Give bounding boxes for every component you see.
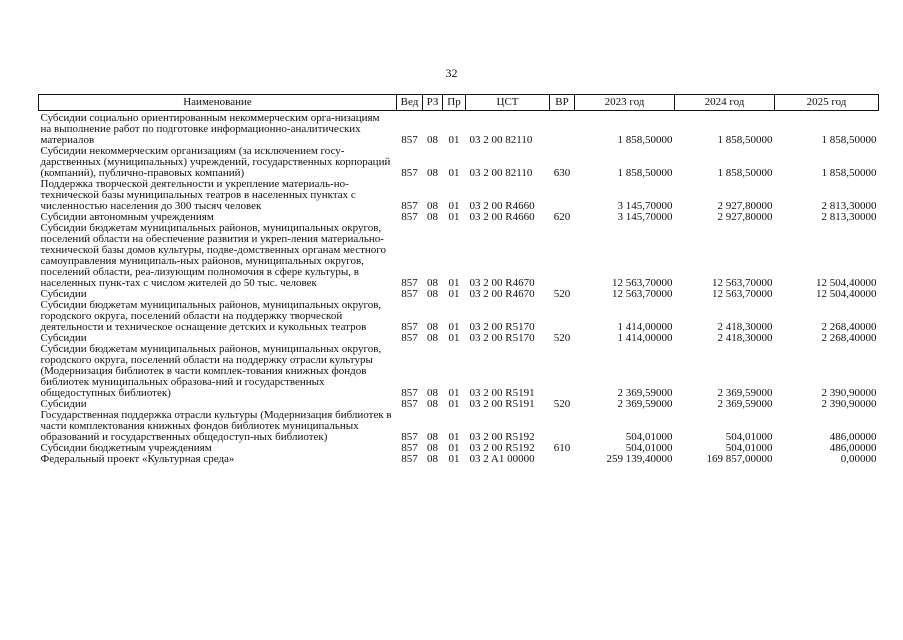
row-cst: 03 2 00 82110: [469, 167, 533, 179]
row-cst: 03 2 00 R4660: [469, 211, 535, 223]
row-name: Субсидии бюджетам муниципальных районов, муниципальных округов, городского округа, поселений области на поддержку отрасли культуры (Модернизация библиотек в части комплек-тования книжных фондов библиотек муниципальных образова-ний и государственных общедоступных библиотек): [40, 343, 382, 399]
row-pr: 01: [448, 398, 460, 410]
row-name: Субсидии социально ориентированным некоммерческим орга-низациям на выполнение работ по подготовке информационно-аналитических материалов: [40, 112, 380, 146]
row-2024: 12 563,70000: [712, 288, 773, 300]
table-row: [39, 454, 879, 465]
table-row: [39, 111, 879, 147]
row-cst: 03 2 00 R4660: [469, 200, 535, 212]
row-2023: 1 414,00000: [617, 332, 673, 344]
row-cst: 03 2 00 R5191: [469, 398, 535, 410]
row-2025: 2 390,90000: [821, 398, 877, 410]
row-cst: 03 2 00 R5192: [469, 442, 535, 454]
table-row: [39, 223, 879, 289]
row-rz: 08: [427, 288, 438, 300]
col-header-2024: 2024 год: [675, 95, 775, 111]
row-cst: 03 2 00 R5191: [469, 387, 535, 399]
page-number: 32: [445, 66, 458, 80]
row-vr: [550, 344, 575, 399]
row-pr: 01: [448, 200, 460, 212]
col-header-rz: РЗ: [423, 95, 443, 111]
row-rz: 08: [427, 387, 438, 399]
row-pr: 01: [448, 453, 460, 465]
row-2025: 1 858,50000: [821, 167, 877, 179]
row-pr: 01: [448, 442, 460, 454]
row-ved: 857: [401, 387, 418, 399]
row-2025: 12 504,40000: [816, 277, 877, 289]
row-ved: 857: [401, 453, 418, 465]
row-ved: 857: [401, 332, 418, 344]
row-2023: 2 369,59000: [617, 387, 673, 399]
col-header-pr: Пр: [443, 95, 466, 111]
row-vr: 520: [553, 398, 571, 410]
row-2023: 504,01000: [625, 442, 673, 454]
row-vr: 520: [553, 288, 571, 300]
table-header-row: [39, 95, 879, 111]
col-header-cst: ЦСТ: [466, 95, 550, 111]
row-pr: 01: [448, 134, 460, 146]
row-2024: 2 369,59000: [717, 387, 773, 399]
row-name: Государственная поддержка отрасли культуры (Модернизация библиотек в части комплектования книжных фондов библиотек муниципальных образований и государственных общедоступ-ных библиотек): [40, 409, 392, 443]
row-name: Субсидии бюджетам муниципальных районов, муниципальных округов, городского округа, поселений области на поддержку творческой деятельности и техническое оснащение детских и кукольных театров: [40, 299, 382, 333]
row-pr: 01: [448, 167, 460, 179]
row-2023: 2 369,59000: [617, 398, 673, 410]
row-vr: [550, 454, 575, 465]
row-ved: 857: [401, 431, 418, 443]
row-2025: 486,00000: [829, 431, 877, 443]
row-ved: 857: [401, 277, 418, 289]
row-2025: 0,00000: [840, 453, 877, 465]
row-2023: 12 563,70000: [612, 277, 673, 289]
row-2025: 12 504,40000: [816, 288, 877, 300]
row-2024: 2 418,30000: [717, 332, 773, 344]
row-ved: 857: [401, 288, 418, 300]
row-2025: 486,00000: [829, 442, 877, 454]
row-name: Поддержка творческой деятельности и укрепление материаль-но-технической базы муниципальных театров в населенных пунктах с численностью населения до 300 тысяч человек: [40, 178, 356, 212]
row-2024: 2 927,80000: [717, 211, 773, 223]
row-2025: 2 268,40000: [821, 321, 877, 333]
row-vr: 610: [553, 442, 571, 454]
row-2025: 2 268,40000: [821, 332, 877, 344]
row-vr: [550, 410, 575, 443]
row-rz: 08: [427, 442, 438, 454]
row-rz: 08: [427, 453, 438, 465]
row-2023: 3 145,70000: [617, 211, 673, 223]
row-vr: 520: [553, 332, 571, 344]
table-row: [39, 300, 879, 333]
col-header-2023: 2023 год: [575, 95, 675, 111]
row-2024: 2 369,59000: [717, 398, 773, 410]
row-pr: 01: [448, 277, 460, 289]
row-cst: 03 2 00 R5192: [469, 431, 535, 443]
row-pr: 01: [448, 332, 460, 344]
row-rz: 08: [427, 332, 438, 344]
row-rz: 08: [427, 211, 438, 223]
row-name: Субсидии: [40, 332, 87, 344]
row-ved: 857: [401, 211, 418, 223]
row-ved: 857: [401, 167, 418, 179]
row-name: Федеральный проект «Культурная среда»: [40, 453, 235, 465]
row-2024: 1 858,50000: [717, 134, 773, 146]
col-header-vr: ВР: [550, 95, 575, 111]
table-row: [39, 344, 879, 399]
col-header-2025: 2025 год: [775, 95, 879, 111]
row-rz: 08: [427, 321, 438, 333]
row-ved: 857: [401, 398, 418, 410]
row-2024: 169 857,00000: [706, 453, 773, 465]
row-name: Субсидии автономным учреждениям: [40, 211, 214, 223]
row-2025: 2 813,30000: [821, 211, 877, 223]
row-rz: 08: [427, 431, 438, 443]
row-rz: 08: [427, 200, 438, 212]
row-2023: 259 139,40000: [606, 453, 673, 465]
row-2025: 2 813,30000: [821, 200, 877, 212]
row-2023: 1 858,50000: [617, 167, 673, 179]
table-row: [39, 410, 879, 443]
row-2024: 1 858,50000: [717, 167, 773, 179]
row-vr: 620: [553, 211, 571, 223]
row-name: Субсидии некоммерческим организациям (за исключением госу-дарственных (муниципальных) учреждений, государственных корпораций (компаний), публично-правовых компаний): [40, 145, 391, 179]
row-2025: 1 858,50000: [821, 134, 877, 146]
row-2024: 504,01000: [725, 431, 773, 443]
row-rz: 08: [427, 167, 438, 179]
row-2023: 504,01000: [625, 431, 673, 443]
row-pr: 01: [448, 288, 460, 300]
row-2023: 1 858,50000: [617, 134, 673, 146]
row-cst: 03 2 00 R4670: [469, 288, 535, 300]
row-cst: 03 2 00 R4670: [469, 277, 535, 289]
table-row: [39, 179, 879, 212]
row-vr: [550, 111, 575, 147]
row-ved: 857: [401, 200, 418, 212]
row-2024: 2 927,80000: [717, 200, 773, 212]
row-pr: 01: [448, 431, 460, 443]
row-2024: 504,01000: [725, 442, 773, 454]
row-ved: 857: [401, 321, 418, 333]
budget-table: [38, 94, 879, 465]
row-ved: 857: [401, 134, 418, 146]
row-2023: 12 563,70000: [612, 288, 673, 300]
row-rz: 08: [427, 134, 438, 146]
row-ved: 857: [401, 442, 418, 454]
row-cst: 03 2 00 R5170: [469, 321, 535, 333]
row-name: Субсидии: [40, 288, 87, 300]
row-2023: 1 414,00000: [617, 321, 673, 333]
col-header-ved: Вед: [397, 95, 423, 111]
row-2025: 2 390,90000: [821, 387, 877, 399]
row-cst: 03 2 00 R5170: [469, 332, 535, 344]
row-2023: 3 145,70000: [617, 200, 673, 212]
row-name: Субсидии: [40, 398, 87, 410]
row-cst: 03 2 00 82110: [469, 134, 533, 146]
row-vr: 630: [553, 167, 571, 179]
row-pr: 01: [448, 211, 460, 223]
row-cst: 03 2 A1 00000: [469, 453, 535, 465]
row-2024: 2 418,30000: [717, 321, 773, 333]
row-pr: 01: [448, 321, 460, 333]
col-header-name: Наименование: [39, 95, 397, 111]
row-2024: 12 563,70000: [712, 277, 773, 289]
row-vr: [550, 179, 575, 212]
row-name: Субсидии бюджетным учреждениям: [40, 442, 212, 454]
row-vr: [550, 223, 575, 289]
row-rz: 08: [427, 398, 438, 410]
row-rz: 08: [427, 277, 438, 289]
row-vr: [550, 300, 575, 333]
row-pr: 01: [448, 387, 460, 399]
table-body: [39, 111, 879, 466]
row-name: Субсидии бюджетам муниципальных районов, муниципальных округов, поселений области на обеспечение развития и укреп-ления материально-технической базы домов культуры, подве-домственных органам местного самоуправления муниципаль-ных районов, муниципальных округов, поселений области, реа-лизующим полномочия в сфере культуры, в населенных пунк-тах с числом жителей до 50 тыс. человек: [40, 222, 387, 289]
table-row: [39, 146, 879, 179]
